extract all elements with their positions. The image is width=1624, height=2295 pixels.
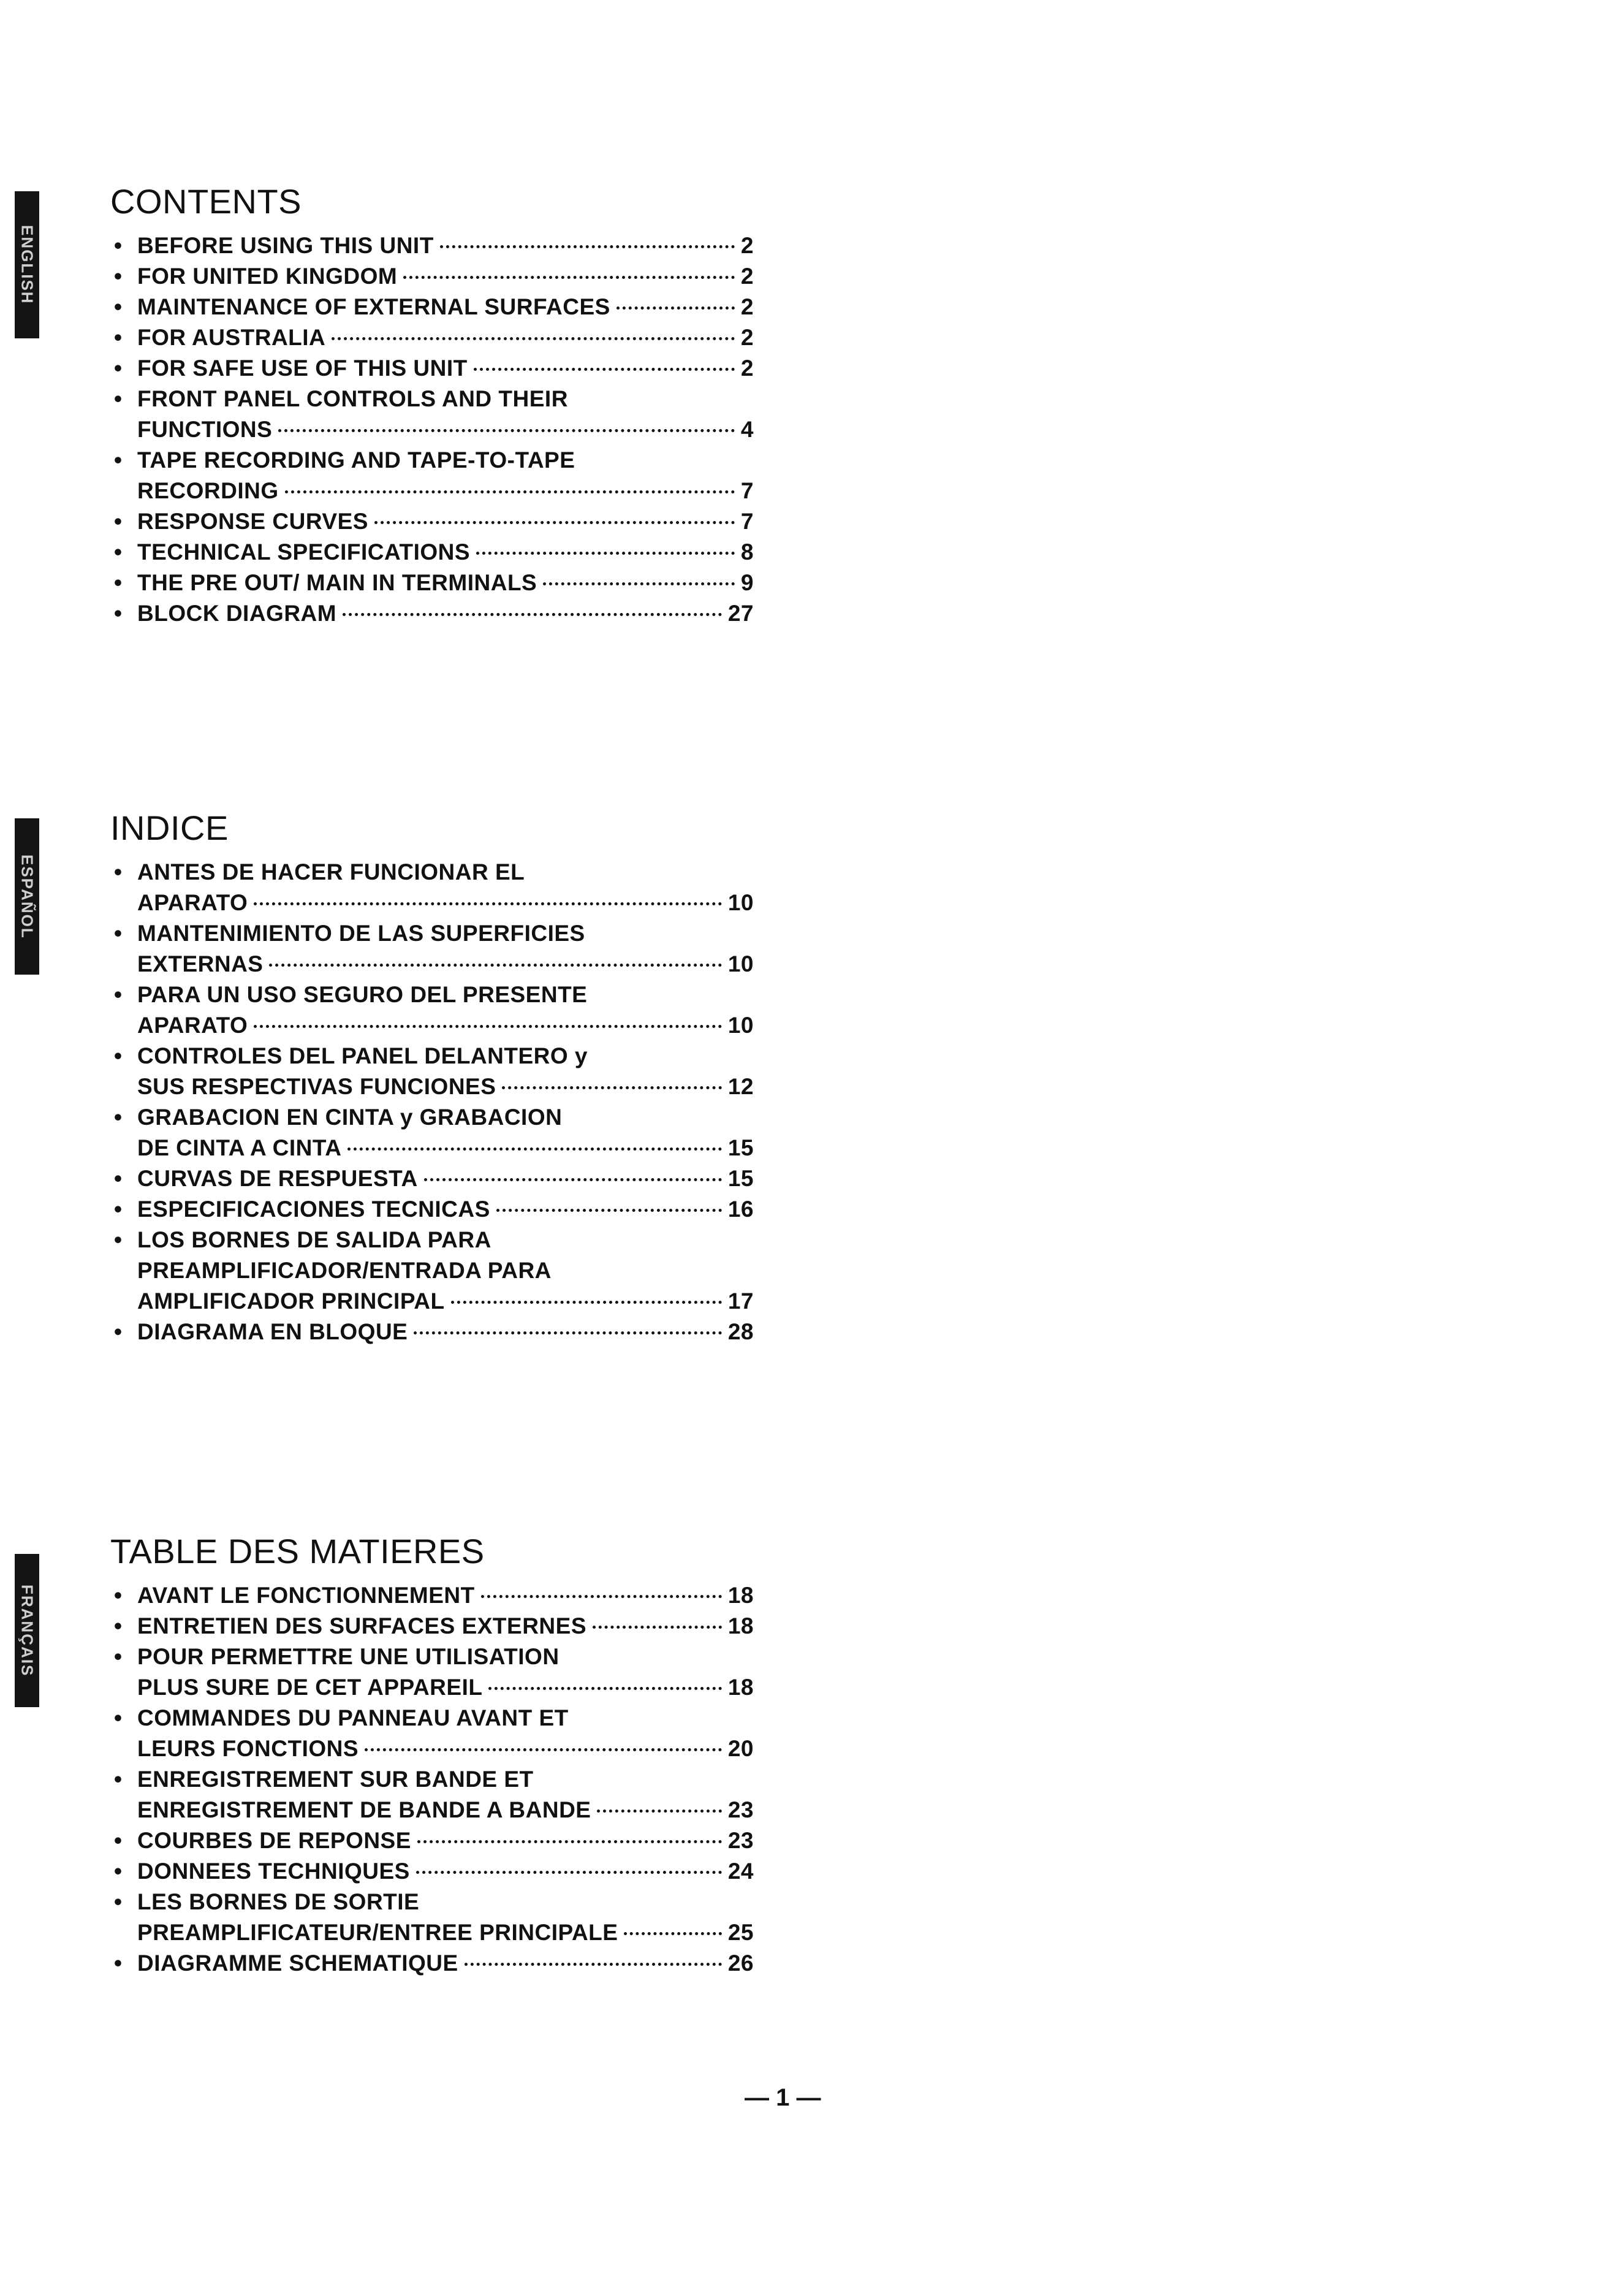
toc-entry-title: RECORDING — [137, 478, 279, 503]
bullet-icon: • — [114, 324, 123, 350]
toc-entry-page: 20 — [727, 1735, 754, 1761]
toc-entry-title: AMPLIFICADOR PRINCIPAL — [137, 1288, 445, 1314]
toc-entry-title: FOR SAFE USE OF THIS UNIT — [137, 355, 468, 381]
toc-entry-page: 15 — [727, 1135, 754, 1160]
bullet-icon: • — [114, 447, 123, 473]
toc-entry-line — [137, 888, 754, 918]
toc-entry-line — [137, 1041, 754, 1071]
toc-entry-page: 23 — [727, 1797, 754, 1822]
toc-entry-title: MAINTENANCE OF EXTERNAL SURFACES — [137, 294, 610, 319]
toc-entry-line — [137, 1225, 754, 1255]
dot-leader — [502, 1086, 721, 1089]
dot-leader — [474, 368, 735, 371]
toc-entry-page: 26 — [727, 1950, 754, 1976]
toc-entry-line — [137, 384, 754, 414]
toc-entry — [110, 292, 754, 322]
toc-entry — [110, 1856, 754, 1887]
language-tab-francais — [15, 1554, 39, 1707]
toc-entry-line — [137, 1317, 754, 1347]
bullet-icon: • — [114, 1165, 123, 1191]
toc-entry-line — [137, 1703, 754, 1734]
toc-entry-title: APARATO — [137, 889, 248, 915]
toc-entry-title: BEFORE USING THIS UNIT — [137, 232, 434, 258]
bullet-icon: • — [114, 1319, 123, 1344]
toc-entry — [110, 1225, 754, 1317]
toc-entry-line — [137, 230, 754, 261]
bullet-icon: • — [114, 1858, 123, 1884]
toc-entry — [110, 384, 754, 445]
dot-leader — [254, 1025, 722, 1028]
toc-entry-line — [137, 1887, 754, 1917]
toc-entry — [110, 1764, 754, 1825]
toc-entry — [110, 1102, 754, 1163]
toc-entry — [110, 1194, 754, 1225]
toc-entry-page: 7 — [740, 508, 754, 534]
toc-entry-page: 12 — [727, 1073, 754, 1099]
toc-entry-line — [137, 568, 754, 598]
toc-entry — [110, 1948, 754, 1979]
toc-entry-line — [137, 1102, 754, 1133]
toc-entry-title: ENREGISTREMENT DE BANDE A BANDE — [137, 1797, 591, 1822]
bullet-icon: • — [114, 1889, 123, 1914]
bullet-icon: • — [114, 1705, 123, 1730]
toc-entry-line — [137, 414, 754, 445]
indice-section — [110, 809, 754, 1347]
toc-entry-page: 10 — [727, 1012, 754, 1038]
toc-entry-title: BLOCK DIAGRAM — [137, 600, 337, 626]
toc-entry — [110, 1611, 754, 1642]
toc-entry-line — [137, 1825, 754, 1856]
dot-leader — [417, 1840, 722, 1843]
toc-entry-title: RESPONSE CURVES — [137, 508, 368, 534]
toc-entry-page: 23 — [727, 1827, 754, 1853]
dot-leader — [374, 521, 735, 524]
toc-entry — [110, 261, 754, 292]
toc-entry-title: FOR UNITED KINGDOM — [137, 263, 398, 289]
toc-entry-line — [137, 980, 754, 1010]
toc-entry-title: PARA UN USO SEGURO DEL PRESENTE — [137, 981, 588, 1007]
toc-entry-line — [137, 353, 754, 384]
toc-entry-title: POUR PERMETTRE UNE UTILISATION — [137, 1643, 560, 1669]
toc-entry-page: 28 — [727, 1319, 754, 1344]
bullet-icon: • — [114, 569, 123, 595]
toc-entry-line — [137, 1163, 754, 1194]
toc-entry-line — [137, 537, 754, 568]
toc-entry — [110, 537, 754, 568]
toc-entry-page: 27 — [727, 600, 754, 626]
toc-entry-page: 2 — [740, 232, 754, 258]
dot-leader — [593, 1626, 722, 1629]
bullet-icon: • — [114, 1643, 123, 1669]
toc-entry-title: FUNCTIONS — [137, 416, 273, 442]
dot-leader — [543, 582, 735, 585]
toc-entry-line — [137, 1580, 754, 1611]
dot-leader — [414, 1331, 721, 1334]
toc-entry-page: 2 — [740, 263, 754, 289]
toc-entry-page: 10 — [727, 889, 754, 915]
bullet-icon: • — [114, 263, 123, 289]
toc-entry — [110, 1041, 754, 1102]
dot-leader — [285, 490, 735, 493]
toc-entry-line — [137, 1255, 754, 1286]
dot-leader — [365, 1748, 722, 1751]
language-tab-francais-label: FRANÇAIS — [18, 1584, 37, 1677]
toc-entry-title: DIAGRAMME SCHEMATIQUE — [137, 1950, 458, 1976]
dot-leader — [403, 276, 735, 279]
toc-entry — [110, 353, 754, 384]
toc-entry-title: PLUS SURE DE CET APPAREIL — [137, 1674, 483, 1700]
toc-entry-line — [137, 1010, 754, 1041]
toc-entry — [110, 598, 754, 629]
toc-entry-line — [137, 1071, 754, 1102]
bullet-icon: • — [114, 600, 123, 626]
toc-entry-title: LOS BORNES DE SALIDA PARA — [137, 1227, 491, 1252]
toc-entry-page: 18 — [727, 1674, 754, 1700]
toc-entry — [110, 230, 754, 261]
toc-entry-title: PREAMPLIFICADOR/ENTRADA PARA — [137, 1257, 552, 1283]
toc-entry-title: COMMANDES DU PANNEAU AVANT ET — [137, 1705, 569, 1730]
dot-leader — [488, 1687, 721, 1690]
toc-entry-title: LES BORNES DE SORTIE — [137, 1889, 420, 1914]
toc-entry-title: EXTERNAS — [137, 951, 264, 976]
toc-entry-line — [137, 506, 754, 537]
toc-entry-page: 2 — [740, 324, 754, 350]
bullet-icon: • — [114, 1196, 123, 1222]
dot-leader — [440, 245, 735, 248]
toc-entry-page: 7 — [740, 478, 754, 503]
bullet-icon: • — [114, 1104, 123, 1130]
toc-entry-line — [137, 857, 754, 888]
dot-leader — [624, 1932, 721, 1935]
toc-entry — [110, 445, 754, 506]
toc-entry-page: 8 — [740, 539, 754, 565]
language-tab-english-label: ENGLISH — [18, 225, 37, 305]
dot-leader — [481, 1595, 722, 1598]
toc-entry-title: SUS RESPECTIVAS FUNCIONES — [137, 1073, 496, 1099]
toc-entry-page: 15 — [727, 1165, 754, 1191]
bullet-icon: • — [114, 386, 123, 411]
dot-leader — [269, 964, 721, 967]
bullet-icon: • — [114, 294, 123, 319]
toc-entry-title: APARATO — [137, 1012, 248, 1038]
toc-entry — [110, 322, 754, 353]
toc-entry-line — [137, 445, 754, 476]
section-heading: TABLE DES MATIERES — [110, 1532, 485, 1570]
page-number: — 1 — — [745, 2084, 821, 2111]
dot-leader — [332, 337, 735, 340]
toc-entry-title: ENTRETIEN DES SURFACES EXTERNES — [137, 1613, 587, 1638]
dot-leader — [343, 613, 722, 616]
toc-entry-page: 4 — [740, 416, 754, 442]
toc-entry-title: FRONT PANEL CONTROLS AND THEIR — [137, 386, 568, 411]
toc-entry — [110, 1580, 754, 1611]
table-des-matieres-section — [110, 1532, 754, 1979]
bullet-icon: • — [114, 232, 123, 258]
toc-entry — [110, 568, 754, 598]
bullet-icon: • — [114, 355, 123, 381]
toc-entry-line — [137, 1642, 754, 1672]
language-tab-english — [15, 191, 39, 338]
toc-entry-line — [137, 918, 754, 949]
bullet-icon: • — [114, 859, 123, 885]
dot-leader — [476, 552, 735, 555]
bullet-icon: • — [114, 539, 123, 565]
dot-leader — [496, 1209, 722, 1212]
toc-list — [110, 857, 754, 1347]
section-heading: INDICE — [110, 809, 229, 847]
dot-leader — [278, 429, 735, 432]
toc-entry-page: 10 — [727, 951, 754, 976]
dot-leader — [347, 1148, 721, 1151]
toc-entry-page: 16 — [727, 1196, 754, 1222]
toc-entry-title: LEURS FONCTIONS — [137, 1735, 359, 1761]
toc-entry — [110, 1703, 754, 1764]
toc-entry-line — [137, 1795, 754, 1825]
toc-list — [110, 1580, 754, 1979]
toc-entry-line — [137, 1856, 754, 1887]
toc-entry-line — [137, 1133, 754, 1163]
toc-entry-line — [137, 476, 754, 506]
bullet-icon: • — [114, 920, 123, 946]
toc-entry — [110, 980, 754, 1041]
dot-leader — [451, 1301, 722, 1304]
toc-entry-line — [137, 598, 754, 629]
toc-entry-title: COURBES DE REPONSE — [137, 1827, 411, 1853]
toc-entry-title: MANTENIMIENTO DE LAS SUPERFICIES — [137, 920, 585, 946]
toc-entry-page: 2 — [740, 355, 754, 381]
toc-entry-line — [137, 1611, 754, 1642]
toc-entry-title: AVANT LE FONCTIONNEMENT — [137, 1582, 475, 1608]
dot-leader — [465, 1963, 722, 1966]
toc-entry — [110, 857, 754, 918]
bullet-icon: • — [114, 1613, 123, 1638]
toc-entry-title: DIAGRAMA EN BLOQUE — [137, 1319, 408, 1344]
bullet-icon: • — [114, 1950, 123, 1976]
toc-entry-line — [137, 1917, 754, 1948]
dot-leader — [254, 902, 722, 905]
toc-entry-title: ESPECIFICACIONES TECNICAS — [137, 1196, 490, 1222]
bullet-icon: • — [114, 1582, 123, 1608]
toc-entry — [110, 1825, 754, 1856]
language-tab-espanol-label: ESPAÑOL — [18, 854, 37, 939]
toc-entry-title: GRABACION EN CINTA y GRABACION — [137, 1104, 563, 1130]
toc-entry-title: PREAMPLIFICATEUR/ENTREE PRINCIPALE — [137, 1919, 618, 1945]
toc-entry-line — [137, 1764, 754, 1795]
contents-section — [110, 183, 754, 629]
toc-entry-title: ANTES DE HACER FUNCIONAR EL — [137, 859, 525, 885]
toc-entry-line — [137, 1194, 754, 1225]
toc-entry-title: THE PRE OUT/ MAIN IN TERMINALS — [137, 569, 537, 595]
toc-entry — [110, 1642, 754, 1703]
bullet-icon: • — [114, 1227, 123, 1252]
toc-entry-line — [137, 1286, 754, 1317]
toc-entry-page: 17 — [727, 1288, 754, 1314]
toc-entry-title: CURVAS DE RESPUESTA — [137, 1165, 418, 1191]
toc-entry-page: 24 — [727, 1858, 754, 1884]
toc-entry — [110, 1317, 754, 1347]
toc-entry-line — [137, 322, 754, 353]
toc-entry-line — [137, 949, 754, 980]
toc-entry-page: 25 — [727, 1919, 754, 1945]
toc-entry-page: 2 — [740, 294, 754, 319]
toc-entry-title: DE CINTA A CINTA — [137, 1135, 342, 1160]
toc-entry — [110, 506, 754, 537]
toc-entry-line — [137, 261, 754, 292]
toc-entry-page: 9 — [740, 569, 754, 595]
bullet-icon: • — [114, 981, 123, 1007]
toc-entry-line — [137, 1672, 754, 1703]
toc-entry-line — [137, 292, 754, 322]
toc-entry — [110, 1163, 754, 1194]
toc-entry-title: TECHNICAL SPECIFICATIONS — [137, 539, 471, 565]
toc-entry-page: 18 — [727, 1613, 754, 1638]
bullet-icon: • — [114, 1827, 123, 1853]
toc-entry-title: TAPE RECORDING AND TAPE-TO-TAPE — [137, 447, 575, 473]
toc-entry-title: FOR AUSTRALIA — [137, 324, 326, 350]
dot-leader — [617, 306, 735, 310]
section-heading: CONTENTS — [110, 182, 302, 221]
toc-entry-title: CONTROLES DEL PANEL DELANTERO y — [137, 1043, 588, 1068]
bullet-icon: • — [114, 1766, 123, 1792]
toc-entry-title: DONNEES TECHNIQUES — [137, 1858, 410, 1884]
dot-leader — [424, 1178, 722, 1181]
toc-entry-title: ENREGISTREMENT SUR BANDE ET — [137, 1766, 534, 1792]
toc-entry — [110, 1887, 754, 1948]
bullet-icon: • — [114, 508, 123, 534]
toc-entry-page: 18 — [727, 1582, 754, 1608]
toc-entry-line — [137, 1948, 754, 1979]
dot-leader — [416, 1871, 722, 1874]
toc-entry-line — [137, 1734, 754, 1764]
toc-list — [110, 230, 754, 629]
bullet-icon: • — [114, 1043, 123, 1068]
dot-leader — [597, 1810, 721, 1813]
toc-entry — [110, 918, 754, 980]
language-tab-espanol — [15, 818, 39, 975]
